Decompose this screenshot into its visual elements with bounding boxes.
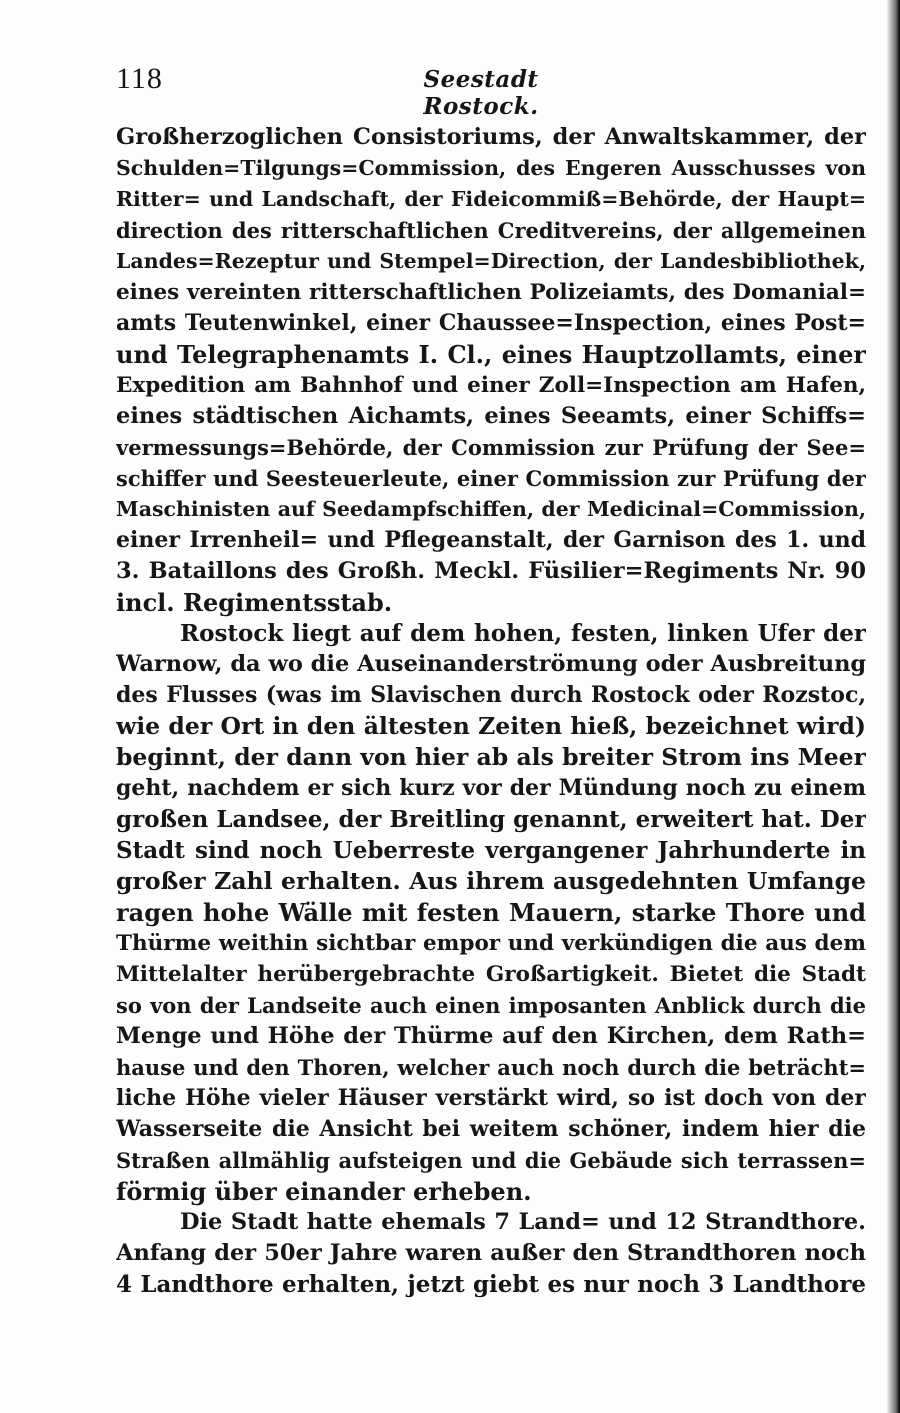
text-line: eines vereinten ritterschaftlichen Polizeiamts, des Domanial= bbox=[116, 280, 866, 305]
text-line: großen Landsee, der Breitling genannt, erweitert hat. Der bbox=[116, 806, 866, 833]
text-line: incl. Regimentsstab. bbox=[116, 588, 393, 617]
text-line: Maschinisten auf Seedampfschiffen, der Medicinal=Commission, bbox=[116, 497, 866, 521]
text-line: Ritter= und Landschaft, der Fideicommiß=Behörde, der Haupt= bbox=[116, 187, 866, 211]
text-line: direction des ritterschaftlichen Creditvereins, der allgemeinen bbox=[116, 218, 866, 243]
page-header bbox=[116, 62, 866, 120]
body-text bbox=[116, 122, 866, 1300]
text-line: vermessungs=Behörde, der Commission zur Prüfung der See= bbox=[116, 435, 866, 460]
text-line: Expedition am Bahnhof und einer Zoll=Inspection am Hafen, bbox=[116, 373, 866, 398]
page-number: 118 bbox=[116, 62, 163, 95]
text-line: 3. Bataillons des Großh. Meckl. Füsilier=Regiments Nr. 90 bbox=[116, 558, 866, 584]
text-line: Landes=Rezeptur und Stempel=Direction, der Landesbibliothek, bbox=[116, 249, 866, 273]
text-line: liche Höhe vieler Häuser verstärkt wird, so ist doch von der bbox=[116, 1085, 866, 1111]
text-line: hause und den Thoren, welcher auch noch durch die beträcht= bbox=[116, 1055, 866, 1080]
text-line: geht, nachdem er sich kurz vor der Mündung noch zu einem bbox=[116, 775, 866, 801]
text-line: Großherzoglichen Consistoriums, der Anwaltskammer, der bbox=[116, 124, 866, 150]
running-title: Seestadt Rostock. bbox=[423, 66, 539, 120]
paragraph-start-line: Die Stadt hatte ehemals 7 Land= und 12 Strandthore. bbox=[180, 1209, 866, 1235]
text-line: Schulden=Tilgungs=Commission, des Engeren Ausschusses von bbox=[116, 156, 866, 180]
text-line: beginnt, der dann von hier ab als breiter Strom ins Meer bbox=[116, 743, 866, 771]
text-line: Warnow, da wo die Auseinanderströmung oder Ausbreitung bbox=[116, 651, 866, 677]
text-line: schiffer und Seesteuerleute, einer Commission zur Prüfung der bbox=[116, 466, 866, 491]
text-line: einer Irrenheil= und Pflegeanstalt, der Garnison des 1. und bbox=[116, 527, 866, 553]
text-line: ragen hohe Wälle mit festen Mauern, starke Thore und bbox=[116, 898, 866, 927]
text-line: wie der Ort in den ältesten Zeiten hieß, bezeichnet wird) bbox=[116, 712, 866, 740]
text-line: Anfang der 50er Jahre waren außer den Strandthoren noch bbox=[116, 1240, 866, 1266]
text-line: amts Teutenwinkel, einer Chaussee=Inspection, eines Post= bbox=[116, 310, 866, 336]
text-line: so von der Landseite auch einen imposanten Anblick durch die bbox=[116, 993, 866, 1018]
text-line: Mittelalter herübergebrachte Großartigkeit. Bietet die Stadt bbox=[116, 962, 866, 987]
text-line: Thürme weithin sichtbar empor und verkündigen die aus dem bbox=[116, 931, 866, 956]
text-line: Menge und Höhe der Thürme auf den Kirchen, dem Rath= bbox=[116, 1023, 866, 1049]
text-line: des Flusses (was im Slavischen durch Rostock oder Rozstoc, bbox=[116, 682, 866, 708]
text-line: förmig über einander erheben. bbox=[116, 1177, 532, 1206]
text-line: Stadt sind noch Ueberreste vergangener Jahrhunderte in bbox=[116, 837, 866, 864]
text-line: großer Zahl erhalten. Aus ihrem ausgedehnten Umfange bbox=[116, 867, 866, 895]
text-line: Wasserseite die Ansicht bei weitem schöner, indem hier die bbox=[116, 1116, 866, 1142]
text-line: und Telegraphenamts I. Cl., eines Hauptzollamts, einer bbox=[116, 340, 866, 369]
text-line: eines städtischen Aichamts, eines Seeamts, einer Schiffs= bbox=[116, 403, 866, 429]
text-line: Straßen allmählig aufsteigen und die Gebäude sich terrassen= bbox=[116, 1148, 866, 1173]
paragraph-start-line: Rostock liegt auf dem hohen, festen, linken Ufer der bbox=[180, 620, 866, 647]
text-line: 4 Landthore erhalten, jetzt giebt es nur noch 3 Landthore bbox=[116, 1271, 866, 1298]
